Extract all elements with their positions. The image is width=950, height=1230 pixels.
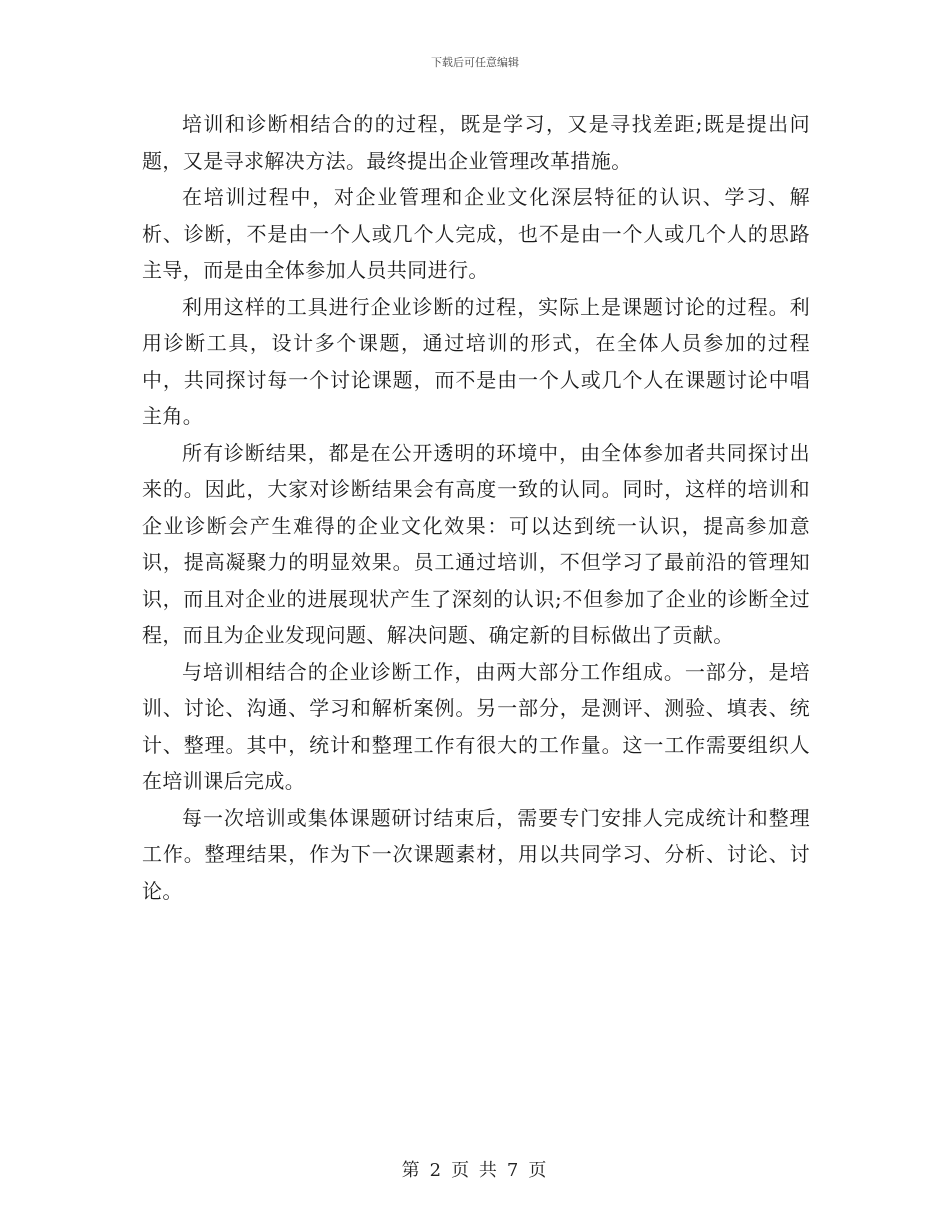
paragraph-4: 所有诊断结果，都是在公开透明的环境中，由全体参加者共同探讨出来的。因此，大家对诊断结果会有高度一致的认同。同时，这样的培训和企业诊断会产生难得的企业文化效果：可以达到统一认识，提高参加意识，提高凝聚力的明显效果。员工通过培训，不但学习了最前沿的管理知识，而且对企业的进展现状产生了深刻的认识;不但参加了企业的诊断全过程，而且为企业发现问题、解决问题、确定新的目标做出了贡献。 <box>142 440 810 647</box>
body-content <box>142 106 810 909</box>
current-page-number: 2 <box>429 1160 444 1181</box>
header-note: 下载后可任意编辑 <box>431 56 519 69</box>
page-label-middle: 页 共 <box>451 1160 499 1181</box>
paragraph-6: 每一次培训或集体课题研讨结束后，需要专门安排人完成统计和整理工作。整理结果，作为下一次课题素材，用以共同学习、分析、讨论、讨论。 <box>142 805 810 903</box>
paragraph-2: 在培训过程中，对企业管理和企业文化深层特征的认识、学习、解析、诊断，不是由一个人或几个人完成，也不是由一个人或几个人的思路主导，而是由全体参加人员共同进行。 <box>142 185 810 282</box>
page-label-prefix: 第 <box>401 1160 422 1181</box>
total-page-number: 7 <box>506 1160 521 1181</box>
paragraph-3: 利用这样的工具进行企业诊断的过程，实际上是课题讨论的过程。利用诊断工具，设计多个课题，通过培训的形式，在全体人员参加的过程中，共同探讨每一个讨论课题，而不是由一个人或几个人在课题讨论中唱主角。 <box>142 294 810 428</box>
paragraph-5: 与培训相结合的企业诊断工作，由两大部分工作组成。一部分，是培训、讨论、沟通、学习和解析案例。另一部分，是测评、测验、填表、统计、整理。其中，统计和整理工作有很大的工作量。这一工作需要组织人在培训课后完成。 <box>142 659 810 793</box>
page-label-suffix: 页 <box>528 1160 549 1181</box>
paragraph-1: 培训和诊断相结合的的过程，既是学习，又是寻找差距;既是提出问题，又是寻求解决方法。最终提出企业管理改革措施。 <box>142 112 810 173</box>
page-number-footer <box>0 1156 950 1182</box>
